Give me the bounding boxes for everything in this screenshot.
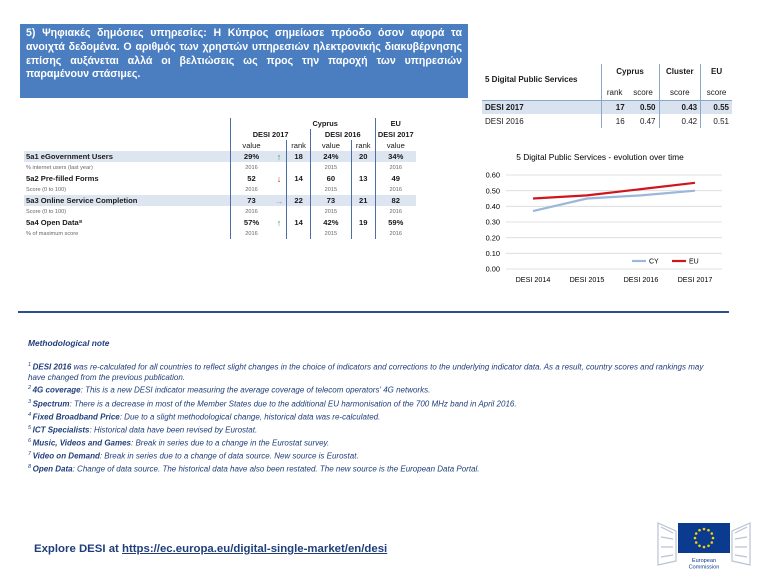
indicator-year-2016: 2015	[310, 162, 351, 173]
indicator-head-eu: EU	[375, 118, 416, 129]
note-term: Music, Videos and Games	[32, 438, 131, 448]
note-term: DESI 2016	[32, 362, 72, 372]
note-text: : This is a new DESI indicator measuring the average coverage of telecom operators' 4G networks.	[80, 386, 431, 396]
arrow-up-icon: ↑	[272, 151, 287, 162]
indicator-year-eu: 2016	[375, 206, 416, 217]
note-number: 3	[28, 398, 33, 405]
summary-sub-score: score	[628, 86, 659, 100]
summary-eu: 0.51	[701, 114, 732, 128]
y-tick-label: 0.00	[485, 264, 500, 274]
summary-rank: 17	[601, 100, 628, 114]
indicator-sublabel: Score (0 to 100)	[26, 208, 67, 215]
eu-star-icon	[710, 541, 713, 544]
note-number: 5	[28, 424, 33, 431]
x-tick-label: DESI 2016	[623, 275, 659, 284]
summary-sub-score-eu: score	[701, 86, 732, 100]
method-note	[28, 423, 708, 436]
indicator-rank-2016: 19	[351, 217, 375, 228]
x-tick-label: DESI 2014	[515, 275, 551, 284]
arrow-down-icon: ↓	[276, 173, 282, 184]
eu-star-icon	[695, 532, 698, 535]
note-number: 1	[28, 362, 33, 368]
eu-star-icon	[707, 529, 710, 532]
summary-score: 0.50	[628, 100, 659, 114]
indicator-value-eu: 49	[375, 173, 416, 184]
note-term: Fixed Broadband Price	[32, 412, 120, 422]
summary-sub-score-cluster: score	[659, 86, 701, 100]
indicator-rank-2016: 20	[351, 151, 375, 162]
summary-sub-rank: rank	[601, 86, 628, 100]
indicator-value-2016: 42%	[310, 217, 351, 228]
note-text: : Break in series due to a change of data source. New source is Eurostat.	[99, 451, 359, 461]
method-note	[28, 436, 708, 449]
indicator-rank-2017: 14	[287, 173, 311, 184]
note-text: : Due to a slight methodological change, historical data was re-calculated.	[119, 412, 381, 422]
indicator-col-value: value	[310, 140, 351, 151]
eu-star-icon	[698, 544, 701, 547]
method-note	[28, 462, 708, 475]
note-term: Spectrum	[32, 399, 70, 409]
x-tick-label: DESI 2017	[677, 275, 713, 284]
logo-line1: European	[691, 558, 717, 564]
indicator-col-rank: rank	[287, 140, 311, 151]
indicator-row	[24, 151, 416, 162]
indicator-sublabel: Score (0 to 100)	[26, 186, 67, 193]
summary-title: 5 Digital Public Services	[485, 75, 578, 84]
y-tick-label: 0.30	[485, 217, 500, 227]
indicator-head-cyprus: Cyprus	[312, 119, 338, 128]
note-term: 4G coverage	[32, 386, 81, 396]
indicator-sublabel: % internet users (last year)	[26, 164, 93, 171]
indicator-year-2016: 2015	[310, 206, 351, 217]
indicator-row	[24, 195, 416, 206]
indicator-label: 5a4 Open Data⁸	[26, 218, 83, 227]
legend-label: CY	[649, 258, 659, 266]
summary-table	[482, 64, 732, 128]
x-tick-label: DESI 2015	[569, 275, 605, 284]
note-text: : Change of data source. The historical data have also been restated. The new source is the European Data Portal.	[72, 464, 480, 474]
summary-col-cluster: Cluster	[659, 64, 701, 86]
summary-col-eu: EU	[701, 64, 732, 86]
indicator-row	[24, 173, 416, 184]
note-text: : There is a decrease in most of the Member States due to the additional EU harmonisation of the 700 MHz band in April 2016.	[69, 399, 517, 409]
evolution-chart-svg	[466, 148, 734, 296]
indicator-head-desi2016: DESI 2016	[310, 129, 375, 140]
note-number: 6	[28, 437, 33, 444]
indicator-year-2017: 2016	[231, 184, 272, 195]
arrow-right-icon: →	[272, 195, 287, 206]
method-note	[28, 410, 708, 423]
eu-star-icon	[703, 546, 706, 549]
indicator-table	[24, 118, 416, 239]
method-note	[28, 383, 708, 396]
series-line-cy	[533, 191, 695, 211]
desi-link[interactable]: https://ec.europa.eu/digital-single-market/en/desi	[122, 543, 388, 555]
indicator-value-2017: 73	[231, 195, 272, 206]
y-tick-label: 0.60	[485, 170, 500, 180]
indicator-rank-2016: 21	[351, 195, 375, 206]
summary-row-label: DESI 2016	[485, 116, 524, 126]
note-number: 2	[28, 385, 33, 392]
indicator-value-eu: 34%	[375, 151, 416, 162]
logo-line2: Commission	[688, 564, 720, 571]
eu-star-icon	[703, 528, 706, 531]
indicator-rank-2017: 18	[287, 151, 311, 162]
indicator-label: 5a3 Online Service Completion	[24, 195, 231, 206]
legend-label: EU	[689, 258, 699, 266]
eu-star-icon	[698, 529, 701, 532]
explore-desi	[34, 543, 387, 555]
indicator-rank-2017: 22	[287, 195, 311, 206]
summary-score: 0.47	[639, 116, 656, 126]
indicator-sublabel: % of maximum score	[26, 230, 79, 237]
eu-star-icon	[712, 537, 715, 540]
section-divider	[18, 311, 729, 313]
note-number: 7	[28, 450, 33, 457]
y-tick-label: 0.10	[485, 248, 500, 258]
evolution-chart	[466, 148, 734, 296]
summary-cluster: 0.42	[659, 114, 701, 128]
section-banner	[20, 24, 468, 98]
note-term: Video on Demand	[32, 451, 100, 461]
chart-title: 5 Digital Public Services - evolution over time	[516, 152, 684, 162]
indicator-year-2017: 2016	[231, 206, 272, 217]
indicator-col-rank: rank	[351, 140, 375, 151]
note-term: Open Data	[32, 464, 73, 474]
european-commission-logo	[656, 517, 752, 571]
y-tick-label: 0.40	[485, 201, 500, 211]
summary-cluster: 0.43	[659, 100, 701, 114]
method-note	[28, 449, 708, 462]
indicator-year-2016: 2015	[310, 228, 351, 239]
method-title: Methodological note	[28, 338, 110, 348]
note-text: : Break in series due to a change in the Eurostat survey.	[131, 438, 330, 448]
indicator-rank-2016: 13	[351, 173, 375, 184]
eu-star-icon	[707, 544, 710, 547]
y-tick-label: 0.20	[485, 233, 500, 243]
indicator-year-2017: 2016	[231, 228, 272, 239]
eu-star-icon	[694, 537, 697, 540]
y-tick-label: 0.50	[485, 186, 500, 196]
indicator-label: 5a2 Pre-filled Forms	[26, 174, 99, 183]
indicator-year-eu: 2016	[375, 184, 416, 195]
indicator-value-2017: 57%	[231, 217, 272, 228]
indicator-head-eu-desi2017: DESI 2017	[375, 129, 416, 140]
indicator-label: 5a1 eGovernment Users	[24, 151, 231, 162]
note-term: ICT Specialists	[32, 425, 90, 435]
summary-row-2016	[482, 114, 732, 128]
arrow-up-icon: ↑	[276, 217, 282, 228]
note-text: was re-calculated for all countries to reflect slight changes in the choice of indicators and corrections to the underlying indicator data. As a result, country scores and rankings may have changed from the previous publication.	[28, 362, 704, 383]
indicator-row	[24, 217, 416, 228]
indicator-year-2016: 2015	[310, 184, 351, 195]
methodological-note	[28, 338, 708, 475]
method-note	[28, 397, 708, 410]
indicator-year-2017: 2016	[231, 162, 272, 173]
banner-text: 5) Ψηφιακές δημόσιες υπηρεσίες: Η Κύπρος σημείωσε πρόοδο όσον αφορά τα ανοιχτά δεδομένα. Ο αριθμός των χρηστών υπηρεσιών ηλεκτρονικής διακυβέρνησης επίσης αυξάνεται αλλά οι βελτιώσεις ως προς την παροχή των υπηρεσιών παραμένουν στάσιμες.	[26, 27, 462, 81]
summary-eu: 0.55	[701, 100, 732, 114]
note-number: 8	[28, 463, 33, 470]
indicator-value-2016: 60	[310, 173, 351, 184]
indicator-col-value: value	[375, 140, 416, 151]
indicator-value-2017: 52	[231, 173, 272, 184]
indicator-value-eu: 82	[375, 195, 416, 206]
indicator-value-eu: 59%	[375, 217, 416, 228]
indicator-col-value: value	[231, 140, 272, 151]
summary-col-cyprus: Cyprus	[601, 64, 659, 86]
indicator-value-2016: 24%	[310, 151, 351, 162]
summary-row-2017	[482, 100, 732, 114]
note-text: : Historical data have been revised by Eurostat.	[89, 425, 258, 435]
eu-star-icon	[710, 532, 713, 535]
summary-rank: 16	[601, 114, 628, 128]
indicator-rank-2017: 14	[287, 217, 311, 228]
note-number: 4	[28, 411, 33, 418]
indicator-value-2016: 73	[310, 195, 351, 206]
indicator-year-eu: 2016	[375, 228, 416, 239]
indicator-head-desi2017: DESI 2017	[231, 129, 311, 140]
explore-label: Explore DESI at	[34, 543, 122, 555]
eu-star-icon	[695, 541, 698, 544]
indicator-value-2017: 29%	[231, 151, 272, 162]
indicator-year-eu: 2016	[375, 162, 416, 173]
summary-row-label: DESI 2017	[482, 100, 601, 114]
method-note	[28, 360, 708, 383]
